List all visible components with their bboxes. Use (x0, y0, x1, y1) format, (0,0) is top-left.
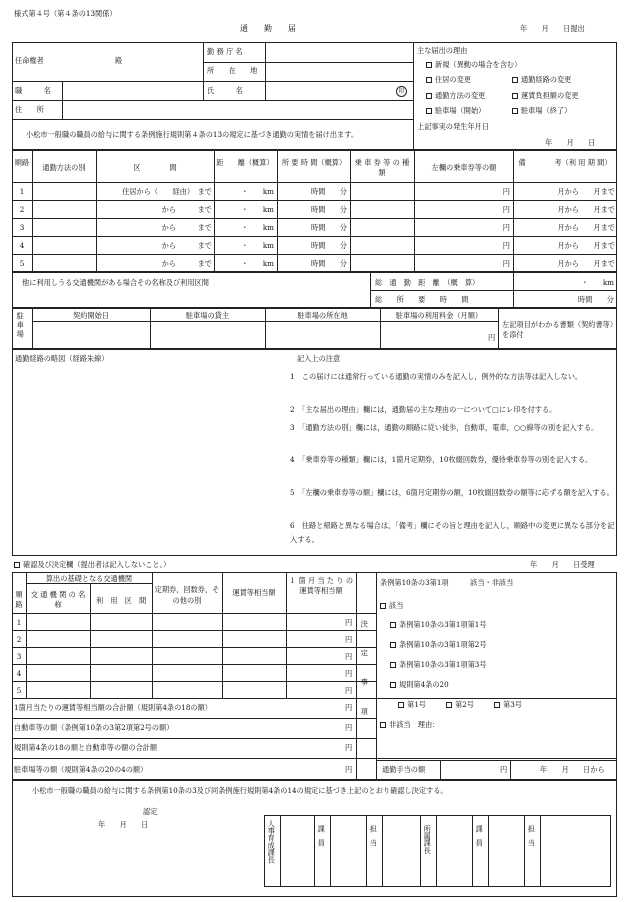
approved-label: 認定 (143, 807, 158, 816)
th-distance: 距 離（概算） (216, 158, 274, 167)
decision-sub-1[interactable]: 第1号 (398, 701, 426, 708)
route-row-period: 月から 月まで (557, 187, 615, 196)
sum-4: 駐車場等の額（規則第4条の20の4の額） (14, 765, 148, 774)
sum-2-yen: 円 (345, 723, 353, 732)
parking-owner-header: 駐車場の貸主 (185, 311, 230, 320)
note-2: 2 「主な届出の理由」欄には，通勤届の主な理由の一について□にレ印を付する。 (290, 405, 557, 414)
form-title: 通 勤 届 (240, 24, 296, 33)
ch-monthly: １ 箇 月 当 た り の 運賃等相当額 (288, 576, 354, 595)
other-transport-label: 他に利用しうる交通機関がある場合その名称及び利用区間 (22, 278, 209, 287)
route-row-time: 時間 分 (311, 241, 347, 250)
decision-applicable[interactable]: 該当 (380, 602, 403, 609)
reason-residence[interactable]: 住居の変更 (426, 76, 471, 83)
route-row-time: 時間 分 (311, 205, 347, 214)
received-date: 年 月 日受理 (530, 560, 595, 569)
decision-label: 決定事項 (360, 620, 370, 737)
ch-order: 順路 (15, 590, 23, 609)
decision-opt-2[interactable]: 条例第10条の3第1項第2号 (390, 641, 487, 648)
dono-label: 殿 (115, 56, 123, 65)
stamp-dept-staff: 課 員 (475, 825, 485, 847)
route-row-section: から まで (161, 241, 212, 250)
stamp-hr-staff: 課 員 (317, 825, 327, 847)
basis-header: 算出の基礎となる交通機関 (45, 574, 133, 583)
approved-date: 年 月 日 (98, 820, 149, 829)
parking-note: 左記項目がわかる書類（契約書等）を添付 (502, 320, 614, 339)
decision-line1: 条例第10条の3第1項 該当・非該当 (380, 578, 514, 587)
reason-method[interactable]: 通勤方法の変更 (426, 92, 485, 99)
decision-opt-3[interactable]: 条例第10条の3第1項第3号 (390, 661, 487, 668)
ch-section: 利 用 区 間 (95, 596, 147, 605)
note-1: 1 この届けには通常行っている通勤の実情のみを記入し，例外的な方法等は記入しない。 (290, 372, 583, 381)
route-row-amount: 円 (502, 223, 510, 232)
parking-location-header: 駐車場の所在地 (297, 311, 348, 320)
notes-title: 記入上の注意 (297, 354, 341, 363)
th-method: 通勤方法の別 (42, 163, 86, 172)
office-label: 勤 務 庁 名 (207, 47, 243, 56)
reason-parking-start[interactable]: 駐車場（開始） (426, 107, 485, 114)
th-ticket-type: 乗 車 券 等 の 種 類 (354, 158, 439, 177)
decision-sub-2[interactable]: 第2号 (446, 701, 474, 708)
total-time-label: 総 所 要 時 間 (375, 295, 469, 304)
reason-fare[interactable]: 運賃負担額の変更 (512, 92, 579, 99)
reason-route[interactable]: 通勤経路の変更 (512, 76, 571, 83)
stamp-hr-chief: 人事育成課長 (267, 820, 277, 864)
sum-3: 規則第4条の18の額と自動車等の額の合計額 (14, 743, 158, 752)
stamp-dept-chief: 所属課長 (423, 825, 433, 854)
route-row-order: 4 (19, 241, 25, 250)
confirm-row-order: 2 (16, 635, 22, 644)
confirm-row-yen: 円 (345, 652, 353, 661)
route-row-time: 時間 分 (311, 223, 347, 232)
appointer-label: 任命権者 (15, 56, 44, 65)
th-time: 所 要 時 間（概算） (281, 158, 347, 167)
occurrence-label: 上記事実の発生年月日 (417, 122, 489, 131)
sum-1-yen: 円 (345, 703, 353, 712)
th-ticket-amount: 左欄の乗車券等の額 (431, 163, 497, 172)
reason-new[interactable]: 新規（異動の場合を含む） (426, 61, 521, 68)
form-number: 様式第４号（第４条の13関係） (14, 9, 117, 18)
allowance-label: 通勤手当の額 (382, 765, 426, 774)
route-row-period: 月から 月まで (557, 223, 615, 232)
route-row-time: 時間 分 (311, 259, 347, 268)
stamp-dept-charge: 担 当 (527, 825, 537, 847)
address-label: 住 所 (15, 105, 44, 114)
route-row-period: 月から 月まで (557, 241, 615, 250)
route-row-period: 月から 月まで (557, 205, 615, 214)
statement-text: 小松市一般職の職員の給与に関する条例施行規則第４条の13の規定に基づき通勤の実情を届け出ます。 (26, 130, 359, 139)
parking-label: 駐車場 (16, 312, 26, 340)
sum-2: 自動車等の額（条例第10条の3第2項第2号の額） (14, 723, 174, 732)
ch-ticket: 定期券，回数券，その他の別 (154, 585, 220, 605)
route-row-distance: ・ km (241, 241, 274, 250)
note-5: 5 「左欄の乗車券等の額」欄には，6箇月定期券の額，10枚綴回数券の額等に応ずる額を記入する。 (290, 488, 614, 497)
ch-name: 交 通 機 関 の 名 称 (30, 590, 115, 609)
route-row-order: 5 (19, 259, 25, 268)
route-row-distance: ・ km (241, 223, 274, 232)
seal-mark: 印 (396, 86, 407, 97)
sum-4-yen: 円 (345, 765, 353, 774)
route-row-amount: 円 (502, 187, 510, 196)
position-label: 職 名 (15, 86, 51, 95)
route-map-label: 通勤経路の略図（経路朱線） (15, 354, 109, 363)
decision-not-applicable[interactable]: 非該当 理由： (380, 721, 439, 728)
route-row-period: 月から 月まで (557, 259, 615, 268)
confirm-row-yen: 円 (345, 635, 353, 644)
name-label: 氏 名 (207, 86, 243, 95)
route-row-amount: 円 (502, 259, 510, 268)
confirm-title: 確認及び決定欄（提出者は記入しないこと。） (14, 561, 170, 568)
total-time: 時間 分 (578, 295, 614, 304)
occurrence-date: 年 月 日 (545, 138, 596, 147)
sum-1: 1箇月当たりの運賃等相当額の合計額（規則第4条の18の額） (14, 703, 212, 712)
route-row-section: から まで (161, 223, 212, 232)
th-remarks: 備 考（利 用 期 間） (518, 158, 612, 167)
route-row-order: 1 (19, 187, 25, 196)
parking-yen: 円 (488, 333, 496, 342)
location-label: 所 在 地 (207, 66, 258, 75)
sum-3-yen: 円 (345, 743, 353, 752)
route-row-amount: 円 (502, 241, 510, 250)
route-row-time: 時間 分 (311, 187, 347, 196)
th-order: 順路 (14, 158, 30, 167)
decision-sub-3[interactable]: 第3号 (494, 701, 522, 708)
route-row-order: 2 (19, 205, 25, 214)
route-row-section: から まで (161, 205, 212, 214)
route-row-order: 3 (19, 223, 25, 232)
reason-parking-end[interactable]: 駐車場（終了） (512, 107, 571, 114)
route-row-distance: ・ km (241, 205, 274, 214)
confirm-row-yen: 円 (345, 618, 353, 627)
allowance-from-date: 年 月 日から (540, 765, 605, 774)
total-distance-label: 総 通 勤 距 離 （概 算） (375, 278, 480, 287)
confirm-row-yen: 円 (345, 686, 353, 695)
note-3: 3 「通勤方法の別」欄には，通勤の順路に従い徒歩，自動車，電車，○○線等の別を記入する。 (290, 423, 599, 432)
note-6: 6 往路と帰路と異なる場合は，「備考」欄にその旨と理由を記入し，順路中の変更に異なる部分を記入する。 (290, 521, 615, 544)
reasons-title: 主な届出の理由 (417, 46, 468, 55)
bottom-statement: 小松市一般職の職員の給与に関する条例第10条の3及び同条例施行規則第4条の14の規定に基づき上記のとおり確認し決定する。 (32, 786, 448, 795)
decision-opt-1[interactable]: 条例第10条の3第1項第1号 (390, 621, 487, 628)
confirm-row-order: 4 (16, 669, 22, 678)
submit-date: 年 月 日提出 (520, 24, 585, 33)
th-section: 区 間 (133, 163, 177, 172)
confirm-row-order: 5 (16, 686, 22, 695)
confirm-row-order: 1 (16, 618, 22, 627)
parking-start-header: 契約開始日 (73, 311, 109, 320)
note-4: 4 「乗車券等の種類」欄には，1箇月定期券，10枚綴回数券，優待乗車券等の別を記入する。 (290, 455, 593, 464)
confirm-row-yen: 円 (345, 669, 353, 678)
route-row-amount: 円 (502, 205, 510, 214)
route-row-distance: ・ km (241, 187, 274, 196)
route-row-section: から まで (161, 259, 212, 268)
stamp-hr-charge: 担 当 (369, 825, 379, 847)
decision-opt-4[interactable]: 規則第4条の20 (390, 681, 449, 688)
stamp-table (264, 815, 611, 887)
route-row-distance: ・ km (241, 259, 274, 268)
confirm-row-order: 3 (16, 652, 22, 661)
allowance-yen: 円 (500, 765, 508, 774)
ch-fare: 運賃等相当額 (232, 588, 276, 597)
parking-fee-header: 駐車場の利用料金（月額） (395, 311, 483, 320)
total-km: ・ km (581, 278, 614, 287)
route-row-section: 住居から（ 経由） まで (122, 187, 212, 196)
